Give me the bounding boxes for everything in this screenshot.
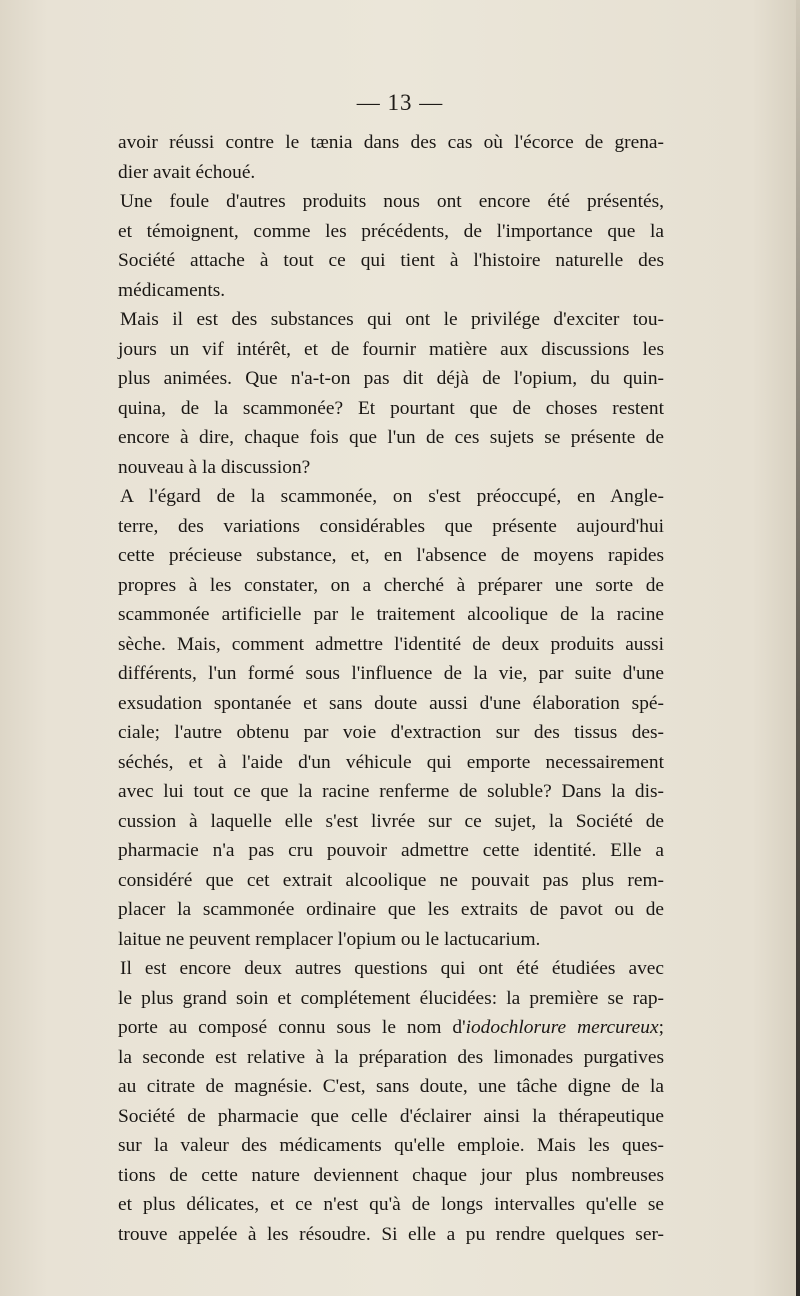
text-line: avoir réussi contre le tænia dans des cas où l'écorce de grena- — [118, 132, 664, 153]
text-line: A l'égard de la scammonée, on s'est préoccupé, en Angle- — [120, 486, 664, 507]
text-line: Société attache à tout ce qui tient à l'histoire naturelle des — [118, 250, 664, 271]
text-line: ciale; l'autre obtenu par voie d'extraction sur des tissus des- — [118, 722, 664, 743]
text-line: exsudation spontanée et sans doute aussi d'une élaboration spé- — [118, 692, 664, 714]
text-line: pharmacie n'a pas cru pouvoir admettre cette identité. Elle a — [118, 840, 664, 861]
page-number: — 13 — — [356, 90, 444, 115]
text-line: propres à les constater, on a cherché à préparer une sorte de — [118, 574, 664, 596]
text-line: laitue ne peuvent remplacer l'opium ou le lactucarium. — [118, 928, 541, 950]
text-line-segment: ; — [658, 1017, 664, 1038]
text-line: la seconde est relative à la préparation des limonades purgatives — [118, 1046, 664, 1068]
text-line: sèche. Mais, comment admettre l'identité de deux produits aussi — [118, 633, 664, 655]
text-line: séchés, et à l'aide d'un véhicule qui emporte necessairement — [118, 751, 664, 773]
text-line: et plus délicates, et ce n'est qu'à de longs intervalles qu'elle se — [118, 1194, 664, 1215]
text-line: trouve appelée à les résoudre. Si elle a pu rendre quelques ser- — [118, 1223, 664, 1245]
text-line: médicaments. — [118, 279, 226, 301]
text-line: placer la scammonée ordinaire que les extraits de pavot ou de — [118, 899, 664, 920]
text-line: terre, des variations considérables que présente aujourd'hui — [118, 515, 664, 537]
text-line: plus animées. Que n'a-t-on pas dit déjà de l'opium, du quin- — [118, 368, 664, 389]
text-line: au citrate de magnésie. C'est, sans doute, une tâche digne de la — [118, 1076, 664, 1097]
italic-term: iodochlorure mercureux — [465, 1017, 659, 1038]
text-line: jours un vif intérêt, et de fournir matière aux discussions les — [118, 338, 664, 360]
text-line: cette précieuse substance, et, en l'absence de moyens rapides — [118, 545, 664, 566]
text-line: Il est encore deux autres questions qui ont été étudiées avec — [120, 958, 664, 979]
text-line: sur la valeur des médicaments qu'elle emploie. Mais les ques- — [118, 1135, 664, 1156]
text-line: dier avait échoué. — [118, 161, 256, 183]
body-text — [118, 128, 664, 1249]
text-line: Une foule d'autres produits nous ont encore été présentés, — [120, 191, 664, 212]
page-edge — [796, 0, 800, 1296]
text-line: différents, l'un formé sous l'influence de la vie, par suite d'une — [118, 663, 664, 684]
text-line: Mais il est des substances qui ont le privilége d'exciter tou- — [120, 309, 664, 330]
text-line: scammonée artificielle par le traitement alcoolique de la racine — [118, 604, 664, 625]
text-line: le plus grand soin et complétement élucidées: la première se rap- — [118, 987, 664, 1009]
text-line: Société de pharmacie que celle d'éclairer ainsi la thérapeutique — [118, 1105, 664, 1127]
text-line-segment: porte au composé connu sous le nom d' — [118, 1017, 466, 1038]
text-line: avec lui tout ce que la racine renferme de soluble? Dans la dis- — [118, 781, 664, 802]
text-line: considéré que cet extrait alcoolique ne pouvait pas plus rem- — [118, 869, 664, 891]
text-line: cussion à laquelle elle s'est livrée sur ce sujet, la Société de — [118, 810, 664, 832]
text-line — [118, 1013, 664, 1043]
text-line: nouveau à la discussion? — [118, 456, 311, 478]
text-line: quina, de la scammonée? Et pourtant que de choses restent — [118, 397, 664, 419]
text-line: encore à dire, chaque fois que l'un de ces sujets se présente de — [118, 427, 664, 448]
text-line: tions de cette nature deviennent chaque jour plus nombreuses — [118, 1164, 664, 1186]
text-line: et témoignent, comme les précédents, de l'importance que la — [118, 220, 664, 242]
